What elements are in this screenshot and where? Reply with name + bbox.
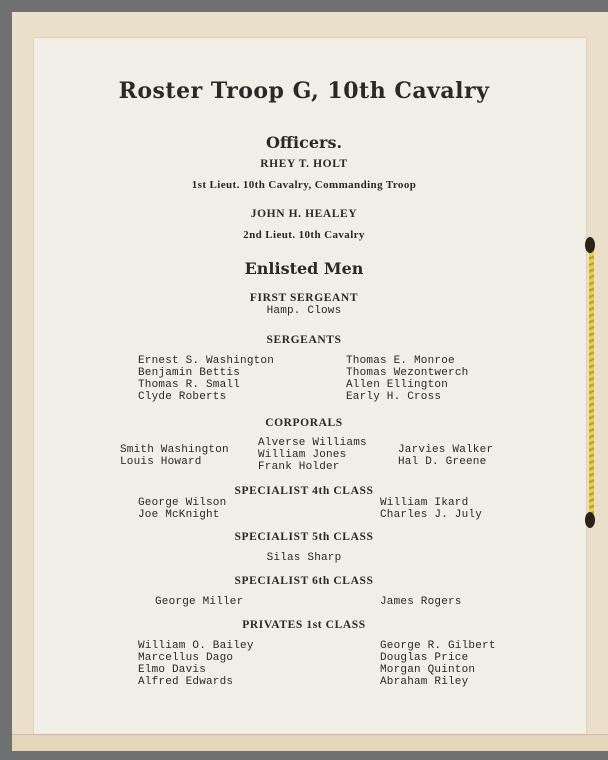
folder-bottom-edge [12, 734, 608, 751]
specialist-name: Charles J. July [380, 509, 483, 521]
corporal-name: Frank Holder [258, 461, 340, 473]
corporal-name: Louis Howard [120, 456, 202, 468]
officer-holt-name: RHEY T. HOLT [260, 158, 348, 170]
private-name: Marcellus Dago [138, 652, 234, 664]
enlisted-men-heading: Enlisted Men [244, 259, 364, 278]
binding-hole-bottom [585, 512, 595, 528]
private-name: George R. Gilbert [380, 640, 496, 652]
private-name: William O. Bailey [138, 640, 254, 652]
gold-cord [589, 240, 594, 525]
privates-1st-heading: PRIVATES 1st CLASS [242, 619, 366, 631]
sergeant-name: Allen Ellington [346, 379, 449, 391]
roster-title: Roster Troop G, 10th Cavalry [118, 78, 490, 104]
sergeant-name: Thomas R. Small [138, 379, 241, 391]
specialist-name: George Wilson [138, 497, 227, 509]
officers-heading: Officers. [265, 133, 343, 152]
specialist-name: Joe McKnight [138, 509, 220, 521]
specialist-4th-heading: SPECIALIST 4th CLASS [234, 485, 374, 497]
specialist-name: William Ikard [380, 497, 469, 509]
sergeant-name: Thomas E. Monroe [346, 355, 455, 367]
private-name: Abraham Riley [380, 676, 469, 688]
sergeant-name: Benjamin Bettis [138, 367, 241, 379]
specialist-6th-heading: SPECIALIST 6th CLASS [234, 575, 374, 587]
corporals-heading: CORPORALS [265, 417, 343, 429]
corporal-name: Smith Washington [120, 444, 229, 456]
sergeant-name: Early H. Cross [346, 391, 442, 403]
corporal-name: William Jones [258, 449, 347, 461]
specialist-name: George Miller [155, 596, 244, 608]
sergeant-name: Thomas Wezontwerch [346, 367, 469, 379]
private-name: Elmo Davis [138, 664, 207, 676]
specialist-name: Silas Sharp [266, 552, 342, 564]
first-sergeant-heading: FIRST SERGEANT [249, 292, 359, 304]
officer-holt-rank: 1st Lieut. 10th Cavalry, Commanding Troop [191, 179, 417, 191]
private-name: Morgan Quinton [380, 664, 476, 676]
private-name: Douglas Price [380, 652, 469, 664]
corporal-name: Hal D. Greene [398, 456, 487, 468]
specialist-5th-heading: SPECIALIST 5th CLASS [234, 531, 374, 543]
corporal-name: Alverse Williams [258, 437, 367, 449]
sergeants-heading: SERGEANTS [266, 334, 342, 346]
sergeant-name: Clyde Roberts [138, 391, 227, 403]
officer-healey-rank: 2nd Lieut. 10th Cavalry [243, 229, 365, 241]
corporal-name: Jarvies Walker [398, 444, 494, 456]
officer-healey-name: JOHN H. HEALEY [250, 208, 358, 220]
private-name: Alfred Edwards [138, 676, 234, 688]
specialist-name: James Rogers [380, 596, 462, 608]
first-sergeant-name: Hamp. Clows [266, 305, 342, 317]
sergeant-name: Ernest S. Washington [138, 355, 275, 367]
